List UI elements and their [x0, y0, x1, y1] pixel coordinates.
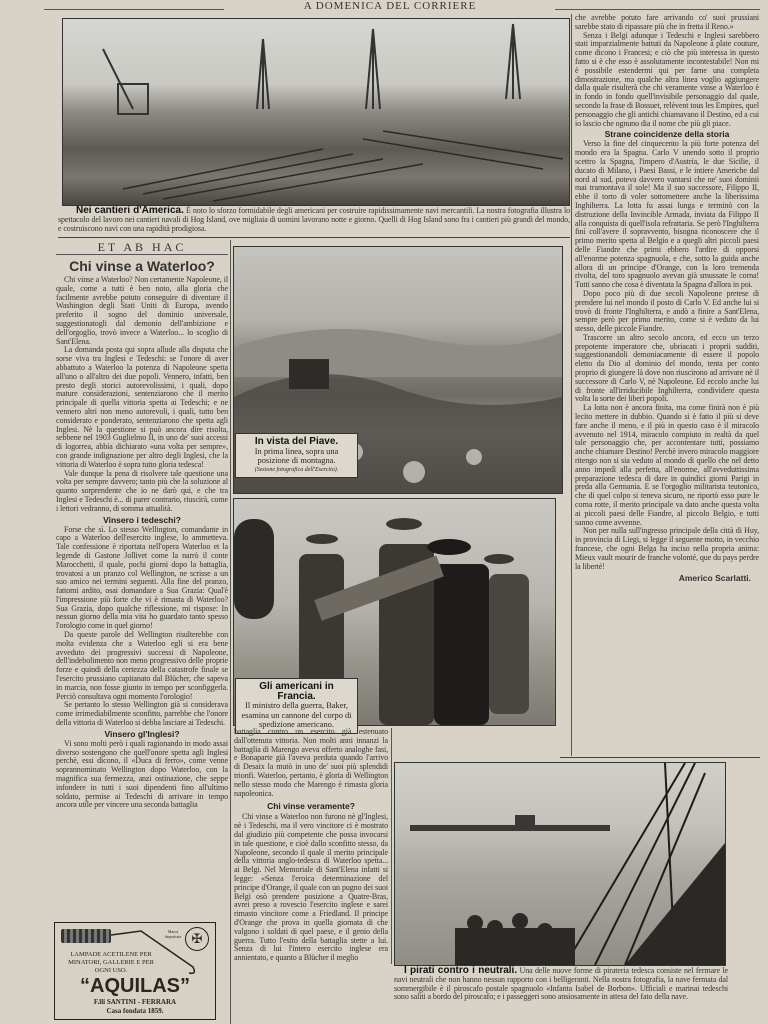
ship-scene: [395, 763, 725, 965]
paragraph: Verso la fine del cinquecento la più forte potenza del mondo era la Spagna. Carlo V unendo sotto il proprio scettro la Spagna, l'impero d'Austria, le due Sicilie, il ducato di Milano, i Paesi Bassi, e le intiere Americhe dal nord al sud, poteva davvero vantarsi che ne' suoi dominii mai tramontava il sole! Ma il suo successore, Filippo II, ebbe il torto di voler sottomettere anche la liberissima Inghilterra. La lotta fu assai lunga e terminò con la distruzione della Invincible Armada, inviata da Filippo II alla conquista di quell'isola refrattaria. Se però l'Inghilterra finì coll'avere il sopravvento, bisogna riconoscere che il primo merito spetta al Belgio e a quegli altri piccoli paesi delle Fiandre che primi ebbero l'ardire di opporsi all'enorme potenza spagnuola, e che, sotto la guida anche allora di un principe d'Orange, con la loro tremenda rivolta, del toro spagnuolo avevan già smussate le corna! Tutti sanno che cosa è diventata la Spagna d'allora in poi.: [575, 139, 759, 290]
divider: [560, 757, 760, 758]
subheading: Chi vinse veramente?: [267, 801, 355, 812]
paragraph: Trascorre un altro secolo ancora, ed ecco un terzo prepotente imperatore che, ubriacati i proprii sudditi, suggestionandoli demoniacamente di essere il popolo eletto da Dio al dominio del mondo, tenta per conto proprio di giungere là dove non riuscirono ad arrivare nè il successore di Carlo V, nè Napoleone. Ed eccolo anche lui di fronte all'irriducibile Inghilterra, condividere questa volta la sorte dei liberi popoli.: [575, 332, 759, 404]
article-center-column: [234, 728, 388, 963]
americani-caption-title: Gli americani in Francia.: [259, 681, 334, 702]
masthead: A DOMENICA DEL CORRIERE: [303, 0, 477, 12]
lamp-illustration: [61, 929, 111, 943]
americani-caption-text: Il ministro della guerra, Baker, esamina un cannone del corpo di spedizione americano.: [241, 701, 352, 729]
article-kicker: ET AB HAC: [56, 240, 228, 255]
paragraph: Vale dunque la pena di risolvere tale questione una volta per sempre davvero; tanto più che la soluzione al quanto sorprendente che io ne darò qui, e che tra Inglesi e Tedeschi è... di parer contrario, riuscirà, come i lettori vedranno, di somma attualità.: [56, 468, 228, 513]
paragraph: Dopo poco più di due secoli Napoleone pretese di prendere lui nel mondo il posto di Carlo V. Ed anche lui si trovò di fronte l'Inghilterra, e andò a finire a Sant'Elena, sempre però per primo merito, come si è veduto da lui stesso, delle piccole Fiandre.: [575, 288, 759, 334]
shipyard-caption: [58, 207, 570, 233]
paragraph: La domanda posta qui sopra allude alla disputa che sorse viva tra Inglesi e Tedeschi: se l'onore di aver abbattuto a Waterloo la potenza di Napoleone spetta all'uno o all'altro dei due popoli. Vennero, infatti, ben presto degli storici autorevolissimi, i quali, dopo mature considerazioni, sentenziarono che il merito principale di quella vittoria spetta ai Tedeschi; e ne vennero altri non meno autorevoli, i quali, tutto ben considerato e ponderato, sentenziarono che spetta agli Inglesi. Nè la questione si può ancora dire risolta, sebbene nel 1903 Guglielmo II, in uno de' suoi accessi di logorrea, abbia dichiarato «una volta per sempre», con grande indignazione per altro degli Inglesi, che la vittoria di Waterloo è sopra tutto gloria tedesca!: [56, 345, 228, 469]
paragraph: Se pertanto lo stesso Wellington già si considerava come irrimediabilmente sconfitto, parrebbe che l'onore della vittoria di Waterloo si debba lasciare ai Tedeschi.: [56, 700, 228, 728]
paragraph: Chi vinse a Waterloo non furono nè gl'Inglesi, nè i Tedeschi, ma il vero vincitore ci è mostrato dal giudizio più competente che possa invocarsi in tale questione, e cioè dallo sconfitto stesso, da Napoleone, secondo il quale il merito principale della vittoria anglo-tedesca di Waterloo spetta... ai Belgi. Nel Memoriale di Sant'Elena infatti si legge: «Senza l'eroica determinazione del principe d'Orange, il quale con un pugno dei suoi Belgi osò prendere posizione a Quatre-Bras, avrei preso a rovescio l'esercito inglese e sarei rimasto vincitore come a Friedland. Il principe d'Orange che prova in quella giornata di che valgono i soldati di quel paese, e il genio della guerra. Tutto l'esito della battaglia stette a lui. Senza di lui l'intero esercito inglese era annientato, e quanto a Blücher il meglio: [234, 812, 388, 963]
piave-caption-text: In prima linea, sopra una posizione di montagna.: [254, 446, 339, 465]
piave-photo-credit: (Sezione fotografica dell'Esercito).: [254, 466, 339, 473]
paragraph: Vi sono molti però i quali ragionando in modo assai diverso sostengono che quell'onore spetta agli Inglesi perchè, essi dicono, il «Duca di ferro», come venne soprannominato Wellington dopo Waterloo, con la magnifica sua fermezza, anzi ostinazione, che seppe infondere in tutti i suoi dipendenti fino all'ultimo soldato, permise ai Tedeschi di arrivare in tempo ancora utile per vincere una seconda battaglia: [56, 738, 228, 810]
paragraph: che avrebbe potuto fare arrivando co' suoi prussiani sarebbe stato di ripassare più che in fretta il Reno.»: [575, 13, 759, 31]
column-rule: [571, 14, 572, 756]
shipyard-photo: [62, 18, 570, 206]
pirati-caption: [394, 967, 728, 1002]
shipyard-caption-text: È noto lo sforzo formidabile degli americani per costruire rapidissimamente navi mercantili. La nostra fotografia illustra lo spettacolo del lavoro nei cantieri navali di Hog Island, ove migliaia di uomini lavorano notte e giorno. Quelli di Hog Island sono fra i cantieri più grandi del mondo, e costruiscono navi con una rapidità prodigiosa.: [58, 206, 571, 233]
article-signature: Americo Scarlatti.: [678, 573, 751, 584]
ad-product-lines: LAMPADE ACETILENE PER MINATORI, GALLERIE E PER OGNI USO.: [68, 951, 154, 974]
paragraph: La lotta non è ancora finita, ma come finirà non è più lecito mettere in dubbio. Quando si è fatto il più si deve fare anche il meno, e il più in questo caso è il miracolo avvenuto nel 1914, miracolo compiuto in realtà da quel tale personaggio che, per accontentare tutti, possiamo anche chiamare Destino! Perchè invero miracolo maggiore ritengo non si sia veduto al mondo di quello che nel detto anno impedì alla perfetta, all'enorme, all'avveduttissima preparazione tedesca di dare in quindici giorni Parigi in preda alla Germania. E se l'orgoglio militarista teutonico, che di quel colpo si teneva sicuro, ne riportò esso pure le corna rotte, il merito principale va dato anche questa volta ai piccoli paesi delle Fiandre, al piccolo Belgio, e tutti sanno come avvenne.: [575, 403, 759, 527]
shipyard-caption-title: Nei cantieri d'America.: [76, 205, 184, 216]
paragraph: Forse che sì. Lo stesso Wellington, comandante in capo a Waterloo dell'esercito inglese, lo ammetteva. Tale confessione è riportata nell'opera Waterloo et la legende di Gastone Jollivet come la narrò il conte Marocchetti, il quale, pochi giorni dopo la battaglia, trovatosi a un pranzo col Wellington, ne scrisse a un suo amico nei termini seguenti. Alla fine del pranzo, fattomi ardito, osai domandare a Sua Grazia: Qual'è l'impressione più forte che vi è rimasta di Waterloo? Sua Grazia, dopo qualche riflessione, mi rispose: In nessun giorno della mia vita ho guardato tanto spesso l'orologio come in quel giorno!: [56, 524, 228, 631]
paragraph: Chi vinse a Waterloo? Non certamente Napoleone, il quale, come a tutti è ben noto, alla gloria che facilmente avrebbe potuto conseguire di diventare il Washington degli Stati Uniti di Europa, avendo preferito il sogno del dominio universale, suggestionatogli dal demonio dell'ambizione e dell'orgoglio, trovò invece a Waterloo... lo scoglio di Sant'Elena.: [56, 275, 228, 346]
pirati-photo: [394, 762, 726, 966]
piave-caption-title: In vista del Piave.: [254, 436, 339, 447]
divider: [58, 237, 570, 238]
subheading: Strane coincidenze della storia: [604, 129, 730, 140]
paragraph: Senza i Belgi adunque i Tedeschi e Inglesi sarebbero stati imparzialmente battuti da Napoleone à plate couture, come dicono i Francesi; e ciò che più interessa in questo fatto si è che esso è assolutamente incontestabile! Non mi è possibile estendermi qui per farne una completa dimostrazione, ma qualche altra linea voglio aggiungere dalla quale risulterà che chi veramente vinse a Waterloo è in fondo in fondo quell'invisibile personaggio dal quale, secondo la frase di Bossuet, relèvent tous les Empires, quel personaggio che gli antichi chiamavano il Destino, ed a cui io lascio che ognuno dia il nome che più gli piace.: [575, 30, 759, 128]
column-rule: [391, 728, 392, 964]
masthead-rule-right: [555, 9, 760, 10]
column-rule: [230, 240, 231, 1024]
americani-caption: [235, 678, 358, 734]
aquilas-advertisement: [54, 922, 216, 1020]
paragraph: battaglia contro un esercito già estenuato dall'ottenuta vittoria. Non molti anni innanzi la battaglia di Marengo aveva offerto analoghe fasi, e Bonaparte già l'aveva perduta quando l'arrivo di Desaix la mutò in uno de' suoi più splendidi trionfi. Waterloo, pertanto, è gloria di Wellington nello stesso modo che Marengo è rimasta gloria napoleonica.: [234, 727, 388, 798]
article-title: Chi vinse a Waterloo?: [69, 258, 215, 274]
article-right-column: [575, 14, 759, 584]
pirati-caption-title: I pirati contro i neutrali.: [404, 965, 518, 976]
ad-brand: “AQUILAS”: [80, 975, 190, 997]
paragraph: Non per nulla sull'ingresso principale della città di Huy, in provincia di Liegi, si legge il seguente motto, in vecchio francese, che ogni Belga ha inciso nella propria anima: Mieux vault mourir de franche volonté, que du pays perdre la liberté!: [575, 526, 759, 571]
pirati-caption-text: Una delle nuove forme di pirateria tedesca consiste nel fermare le navi neutrali che non hanno nessun rapporto con i belligeranti. Nella nostra fotografia, la nave fermata dal sommergibile è il piroscafo postale spagnuolo «Infanta Isabel de Borbon». Ufficiali e marinai tedeschi sono saliti a bordo del piroscafo; e i passeggeri sono ansiosamente in attesa del fato della nave.: [394, 966, 728, 1002]
article-left-column: [56, 240, 228, 810]
piave-caption: [235, 433, 358, 478]
masthead-rule-left: [44, 9, 224, 10]
ad-maker: F.lli SANTINI - FERRARA: [93, 998, 177, 1006]
subheading: Vinsero i tedeschi?: [103, 514, 181, 525]
trademark-label: Marca depositata: [164, 929, 182, 939]
paragraph: Da queste parole del Wellington risulterebbe con molta evidenza che a Waterloo egli si era bene avveduto dei progressivi successi di Napoleone, dell'indebolimento non meno progressivo delle proprie forze e quindi della certezza della catastrofe finale se l'esercito prussiano capitanato dal Blücher, che sapeva in marcia, non fosse giunto in tempo per sconfiggerla. Perciò consultava ogni momento l'orologio!: [56, 630, 228, 701]
ad-founded: Casa fondata 1859.: [106, 1007, 164, 1015]
subheading: Vinsero gl'Inglesi?: [104, 728, 180, 739]
eagle-logo: ✠: [185, 927, 209, 951]
shipyard-cranes: [63, 19, 569, 205]
